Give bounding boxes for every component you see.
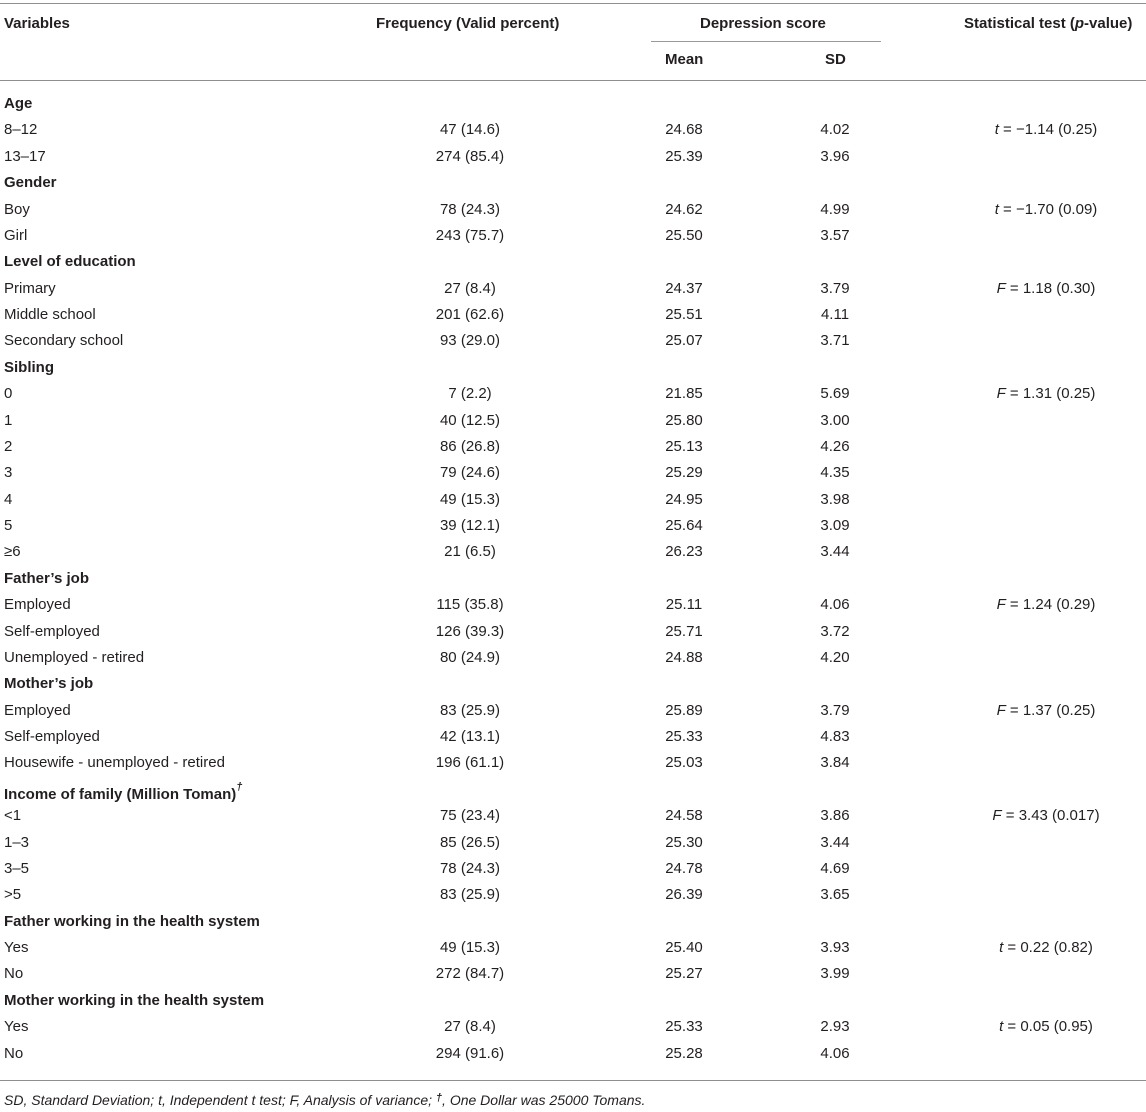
variable-cell: Boy	[4, 200, 30, 218]
mean-cell: 25.11	[665, 596, 703, 614]
table-row	[0, 197, 1146, 223]
stat-value: = 1.31 (0.25)	[1005, 385, 1096, 403]
table-top-rule	[0, 3, 1146, 4]
sd-cell: 3.09	[820, 517, 850, 534]
table-body	[0, 91, 1146, 1067]
frequency-cell: 79 (24.6)	[439, 464, 501, 482]
sd-cell: 3.71	[820, 332, 850, 350]
group-header-row	[0, 249, 1146, 275]
sd-cell: 3.96	[820, 147, 850, 165]
sd-cell: 4.11	[820, 306, 850, 323]
variable-cell: 1–3	[4, 833, 30, 851]
table-row	[0, 144, 1146, 170]
header-bottom-rule	[0, 80, 1146, 81]
sd-cell: 4.35	[820, 464, 850, 482]
sd-cell: 4.02	[820, 121, 850, 139]
stat-test-cell	[956, 702, 1136, 720]
sd-cell: 3.98	[820, 490, 850, 508]
sd-cell: 3.99	[820, 965, 850, 983]
variable-cell: Primary	[4, 279, 56, 297]
stat-test-cell	[956, 1018, 1136, 1036]
mean-cell: 25.33	[665, 728, 703, 745]
variable-cell: 8–12	[4, 121, 38, 139]
frequency-cell: 27 (8.4)	[444, 1018, 496, 1036]
group-label-text: Father’s job	[4, 569, 90, 587]
stat-symbol: t	[999, 939, 1004, 956]
mean-cell: 25.71	[665, 622, 703, 640]
header-statistical-test	[964, 15, 1132, 33]
mean-cell: 25.40	[665, 939, 703, 956]
table-row	[0, 513, 1146, 539]
group-label	[4, 174, 57, 192]
stat-test-cell	[956, 121, 1136, 139]
table-row	[0, 619, 1146, 645]
table-row	[0, 434, 1146, 460]
frequency-cell: 85 (26.5)	[439, 833, 501, 851]
variable-cell: 3	[4, 464, 13, 482]
table-row	[0, 381, 1146, 407]
mean-cell: 25.80	[665, 411, 703, 429]
mean-cell: 25.30	[665, 833, 703, 851]
stat-symbol: F	[996, 596, 1006, 614]
frequency-cell: 272 (84.7)	[435, 965, 505, 983]
stat-value: = −1.14 (0.25)	[998, 121, 1098, 139]
stat-test-cell	[956, 807, 1136, 825]
variable-cell: Employed	[4, 701, 71, 719]
sd-cell: 4.99	[820, 200, 850, 218]
mean-cell: 25.07	[665, 332, 703, 350]
header-variables: Variables	[4, 15, 70, 32]
variable-cell: No	[4, 965, 24, 983]
sd-cell: 4.06	[820, 596, 850, 614]
header-mean: Mean	[665, 51, 704, 68]
stat-symbol: F	[992, 807, 1002, 825]
mean-cell: 24.78	[665, 859, 703, 877]
stat-symbol: F	[996, 279, 1006, 297]
group-label	[4, 675, 93, 693]
header-depression-score: Depression score	[700, 15, 826, 32]
frequency-cell: 7 (2.2)	[448, 385, 492, 403]
mean-cell: 25.28	[665, 1044, 703, 1062]
frequency-cell: 40 (12.5)	[439, 411, 501, 429]
stat-value: = 0.22 (0.82)	[1003, 939, 1093, 956]
variable-cell: Self-employed	[4, 728, 100, 745]
frequency-cell: 21 (6.5)	[444, 543, 496, 561]
sd-cell: 3.79	[820, 701, 850, 719]
variable-cell: 2	[4, 437, 13, 455]
sd-cell: 3.72	[820, 622, 850, 640]
mean-cell: 25.33	[665, 1018, 703, 1036]
group-header-row	[0, 91, 1146, 117]
variable-cell: 0	[4, 385, 13, 403]
table-footnote	[4, 1091, 645, 1111]
table-row	[0, 935, 1146, 961]
variable-cell: ≥6	[4, 543, 21, 561]
table-row	[0, 645, 1146, 671]
table-row	[0, 830, 1146, 856]
frequency-cell: 93 (29.0)	[439, 332, 501, 350]
stat-test-cell	[956, 280, 1136, 298]
group-header-row	[0, 777, 1146, 803]
frequency-cell: 126 (39.3)	[435, 622, 505, 640]
variable-cell: >5	[4, 886, 22, 904]
table-row	[0, 803, 1146, 829]
variable-cell: Self-employed	[4, 622, 100, 640]
group-label-text: Gender	[4, 174, 57, 192]
variable-cell: No	[4, 1044, 24, 1062]
header-sd: SD	[825, 51, 846, 68]
stat-value: = 1.24 (0.29)	[1005, 596, 1096, 614]
sd-cell: 3.57	[820, 226, 850, 244]
frequency-cell: 294 (91.6)	[435, 1044, 505, 1062]
sd-cell: 4.06	[820, 1044, 850, 1062]
table-row	[0, 698, 1146, 724]
header-stat-suffix: -value)	[1084, 15, 1133, 32]
frequency-cell: 75 (23.4)	[439, 807, 501, 825]
variable-cell: <1	[4, 807, 22, 825]
header-frequency: Frequency (Valid percent)	[376, 15, 560, 32]
frequency-cell: 78 (24.3)	[439, 200, 501, 218]
footnote-text-before: SD, Standard Deviation; t, Independent t test; F, Analysis of variance;	[4, 1092, 436, 1108]
variable-cell: Housewife - unemployed - retired	[4, 754, 225, 772]
group-label-text: Level of education	[4, 253, 136, 271]
mean-cell: 25.50	[665, 226, 703, 244]
sd-cell: 4.83	[820, 728, 850, 745]
mean-cell: 24.68	[665, 121, 703, 139]
mean-cell: 24.62	[665, 200, 703, 218]
stat-symbol: t	[994, 121, 999, 139]
stat-test-cell	[956, 939, 1136, 957]
stat-test-cell	[956, 596, 1136, 614]
depression-score-underline	[651, 41, 881, 42]
mean-cell: 24.37	[665, 279, 703, 297]
mean-cell: 25.64	[665, 517, 703, 534]
footnote-dagger: †	[435, 1092, 443, 1104]
table-row	[0, 328, 1146, 354]
stat-value: = 1.37 (0.25)	[1005, 701, 1096, 719]
frequency-cell: 83 (25.9)	[439, 886, 501, 904]
mean-cell: 24.95	[665, 490, 703, 508]
frequency-cell: 83 (25.9)	[439, 701, 501, 719]
table-row	[0, 460, 1146, 486]
sd-cell: 3.84	[820, 754, 850, 772]
frequency-cell: 196 (61.1)	[435, 754, 505, 772]
table-row	[0, 487, 1146, 513]
mean-cell: 25.29	[665, 464, 703, 482]
mean-cell: 25.03	[665, 754, 703, 772]
stat-symbol: t	[994, 200, 999, 218]
mean-cell: 25.51	[665, 306, 703, 323]
sd-cell: 3.00	[820, 411, 850, 429]
stat-test-cell	[956, 385, 1136, 403]
table-row	[0, 276, 1146, 302]
sd-cell: 4.69	[820, 859, 850, 877]
group-label	[4, 781, 242, 804]
variable-cell: 3–5	[4, 859, 30, 877]
sd-cell: 3.44	[820, 833, 850, 851]
sd-cell: 2.93	[820, 1018, 850, 1036]
variable-cell: Yes	[4, 939, 29, 956]
sd-cell: 3.65	[820, 886, 850, 904]
footnote-text-after: , One Dollar was 25000 Tomans.	[442, 1092, 646, 1108]
sd-cell: 3.44	[820, 543, 850, 561]
mean-cell: 21.85	[665, 385, 703, 403]
group-label-text: Mother working in the health system	[4, 991, 265, 1009]
variable-cell: 13–17	[4, 147, 46, 165]
frequency-cell: 243 (75.7)	[435, 226, 505, 244]
mean-cell: 25.27	[665, 965, 703, 983]
frequency-cell: 80 (24.9)	[439, 648, 501, 666]
group-header-row	[0, 671, 1146, 697]
variable-cell: 5	[4, 517, 13, 534]
group-label-text: Age	[4, 95, 33, 112]
table-row	[0, 408, 1146, 434]
mean-cell: 26.23	[665, 543, 703, 561]
group-label	[4, 359, 54, 377]
mean-cell: 25.13	[665, 437, 703, 455]
stat-test-cell	[956, 201, 1136, 219]
group-label	[4, 992, 264, 1010]
header-stat-prefix: Statistical test (	[964, 15, 1075, 32]
table-row	[0, 961, 1146, 987]
group-label-text: Sibling	[4, 358, 54, 376]
stat-value: = 3.43 (0.017)	[1001, 807, 1100, 825]
frequency-cell: 49 (15.3)	[439, 490, 501, 508]
frequency-cell: 27 (8.4)	[444, 279, 496, 297]
frequency-cell: 47 (14.6)	[439, 121, 501, 139]
dagger-mark: †	[236, 780, 243, 793]
table-row	[0, 1041, 1146, 1067]
mean-cell: 25.39	[665, 147, 703, 165]
sd-cell: 3.93	[820, 939, 850, 956]
table-row	[0, 856, 1146, 882]
stat-value: = 0.05 (0.95)	[1003, 1018, 1093, 1036]
stat-value: = −1.70 (0.09)	[998, 200, 1098, 218]
variable-cell: Girl	[4, 226, 28, 244]
table-row	[0, 117, 1146, 143]
variable-cell: 1	[4, 411, 13, 429]
group-label-text: Father working in the health system	[4, 912, 260, 930]
group-label	[4, 95, 32, 113]
mean-cell: 24.58	[665, 807, 703, 825]
stat-value: = 1.18 (0.30)	[1005, 279, 1096, 297]
table-row	[0, 539, 1146, 565]
group-header-row	[0, 566, 1146, 592]
variable-cell: Yes	[4, 1018, 29, 1036]
header-stat-p: p	[1074, 15, 1085, 32]
sd-cell: 4.20	[820, 648, 850, 666]
stat-symbol: t	[999, 1018, 1004, 1036]
table-row	[0, 302, 1146, 328]
variable-cell: Secondary school	[4, 332, 124, 350]
sd-cell: 3.79	[820, 279, 850, 297]
frequency-cell: 78 (24.3)	[439, 859, 501, 877]
frequency-cell: 42 (13.1)	[439, 728, 501, 745]
stat-symbol: F	[996, 701, 1006, 719]
table-row	[0, 724, 1146, 750]
table-row	[0, 1014, 1146, 1040]
frequency-cell: 274 (85.4)	[435, 147, 505, 165]
mean-cell: 24.88	[665, 648, 703, 666]
sd-cell: 3.86	[820, 807, 850, 825]
group-header-row	[0, 909, 1146, 935]
stat-symbol: F	[996, 385, 1006, 403]
variable-cell: 4	[4, 490, 13, 508]
group-label-text: Mother’s job	[4, 675, 94, 693]
table-row	[0, 592, 1146, 618]
frequency-cell: 49 (15.3)	[439, 939, 501, 956]
group-label	[4, 913, 260, 931]
variable-cell: Unemployed - retired	[4, 648, 145, 666]
group-header-row	[0, 170, 1146, 196]
group-label	[4, 570, 89, 588]
table-bottom-rule	[0, 1080, 1146, 1081]
group-label	[4, 253, 136, 271]
mean-cell: 25.89	[665, 701, 703, 719]
frequency-cell: 201 (62.6)	[435, 306, 505, 323]
group-label-text: Income of family (Million Toman)	[4, 785, 237, 803]
table-row	[0, 750, 1146, 776]
frequency-cell: 39 (12.1)	[439, 517, 501, 534]
sd-cell: 5.69	[820, 385, 850, 403]
group-header-row	[0, 988, 1146, 1014]
group-header-row	[0, 355, 1146, 381]
table-row	[0, 223, 1146, 249]
frequency-cell: 86 (26.8)	[439, 437, 501, 455]
table-row	[0, 882, 1146, 908]
variable-cell: Employed	[4, 596, 71, 614]
sd-cell: 4.26	[820, 437, 850, 455]
frequency-cell: 115 (35.8)	[436, 596, 504, 614]
mean-cell: 26.39	[665, 886, 703, 904]
variable-cell: Middle school	[4, 306, 96, 323]
